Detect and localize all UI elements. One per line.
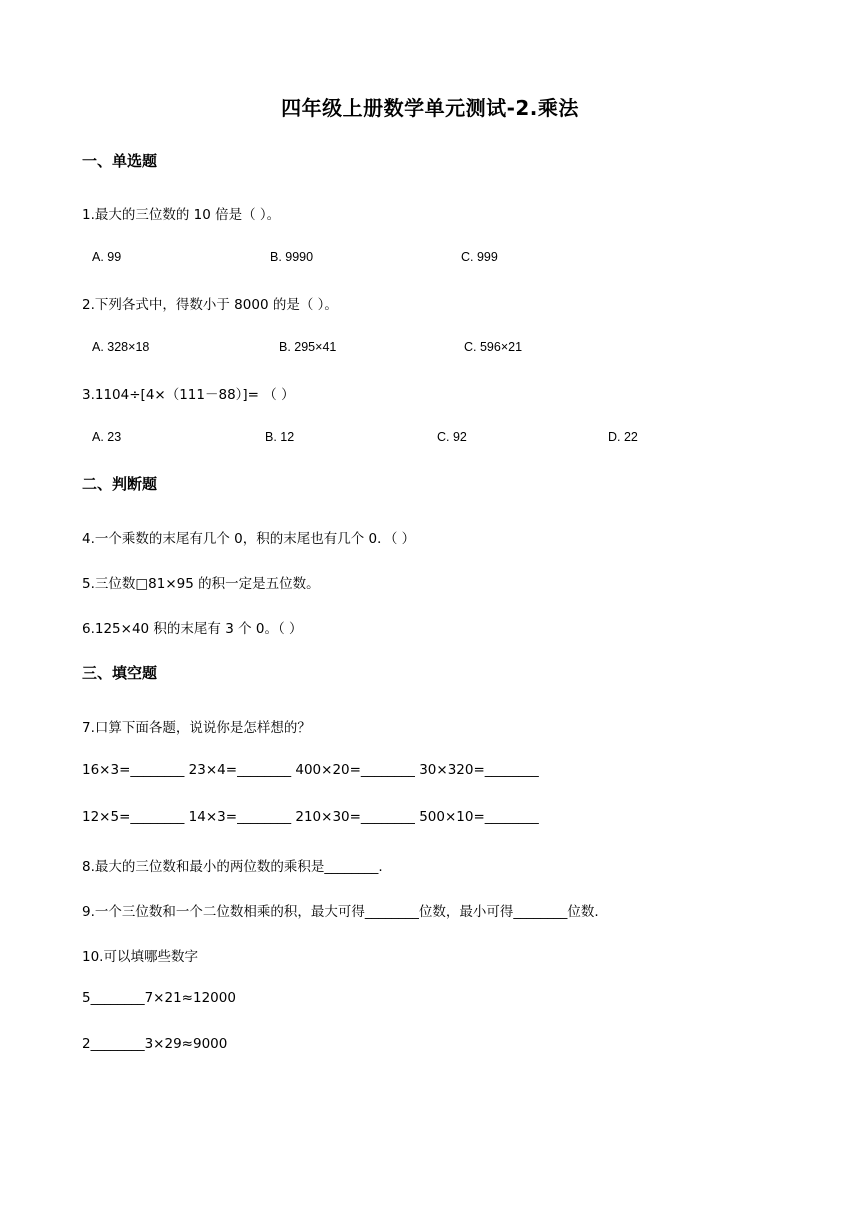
question-7: 7.口算下面各题，说说你是怎样想的？ bbox=[82, 720, 311, 736]
q2-option-b: B. 295×41 bbox=[279, 340, 337, 354]
section-heading-fill-blank: 三、填空题 bbox=[82, 664, 158, 682]
q2-option-c: C. 596×21 bbox=[464, 340, 523, 354]
question-7-row-2: 12×5=________ 14×3=________ 210×30=________ 500×10=________ bbox=[82, 809, 539, 825]
q3-option-a: A. 23 bbox=[92, 430, 122, 444]
question-10-line-2: 2________3×29≈9000 bbox=[82, 1036, 228, 1052]
question-8: 8.最大的三位数和最小的两位数的乘积是________. bbox=[82, 859, 383, 875]
question-2: 2.下列各式中，得数小于 8000 的是（ ）。 bbox=[82, 297, 338, 313]
q1-option-b: B. 9990 bbox=[270, 250, 314, 264]
q3-option-c: C. 92 bbox=[437, 430, 467, 444]
section-heading-true-false: 二、判断题 bbox=[82, 475, 158, 493]
q2-option-a: A. 328×18 bbox=[92, 340, 150, 354]
question-6: 6.125×40 积的末尾有 3 个 0。（ ） bbox=[82, 621, 303, 637]
q1-option-a: A. 99 bbox=[92, 250, 122, 264]
question-4: 4.一个乘数的末尾有几个 0，积的末尾也有几个 0．（ ） bbox=[82, 531, 416, 547]
question-10: 10.可以填哪些数字 bbox=[82, 949, 198, 965]
question-1: 1.最大的三位数的 10 倍是（ ）。 bbox=[82, 207, 281, 223]
question-9: 9.一个三位数和一个二位数相乘的积，最大可得________位数，最小可得________位数. bbox=[82, 904, 599, 920]
question-5: 5.三位数□81×95 的积一定是五位数。 bbox=[82, 576, 320, 592]
q3-option-b: B. 12 bbox=[265, 430, 295, 444]
section-heading-single-choice: 一、单选题 bbox=[82, 152, 158, 170]
question-7-row-1: 16×3=________ 23×4=________ 400×20=________ 30×320=________ bbox=[82, 762, 539, 778]
question-3: 3.1104÷[4×（111－88）]= （ ） bbox=[82, 387, 295, 403]
q1-option-c: C. 999 bbox=[461, 250, 498, 264]
page-title: 四年级上册数学单元测试-2.乘法 bbox=[281, 96, 579, 120]
q3-option-d: D. 22 bbox=[608, 430, 638, 444]
question-10-line-1: 5________7×21≈12000 bbox=[82, 990, 236, 1006]
